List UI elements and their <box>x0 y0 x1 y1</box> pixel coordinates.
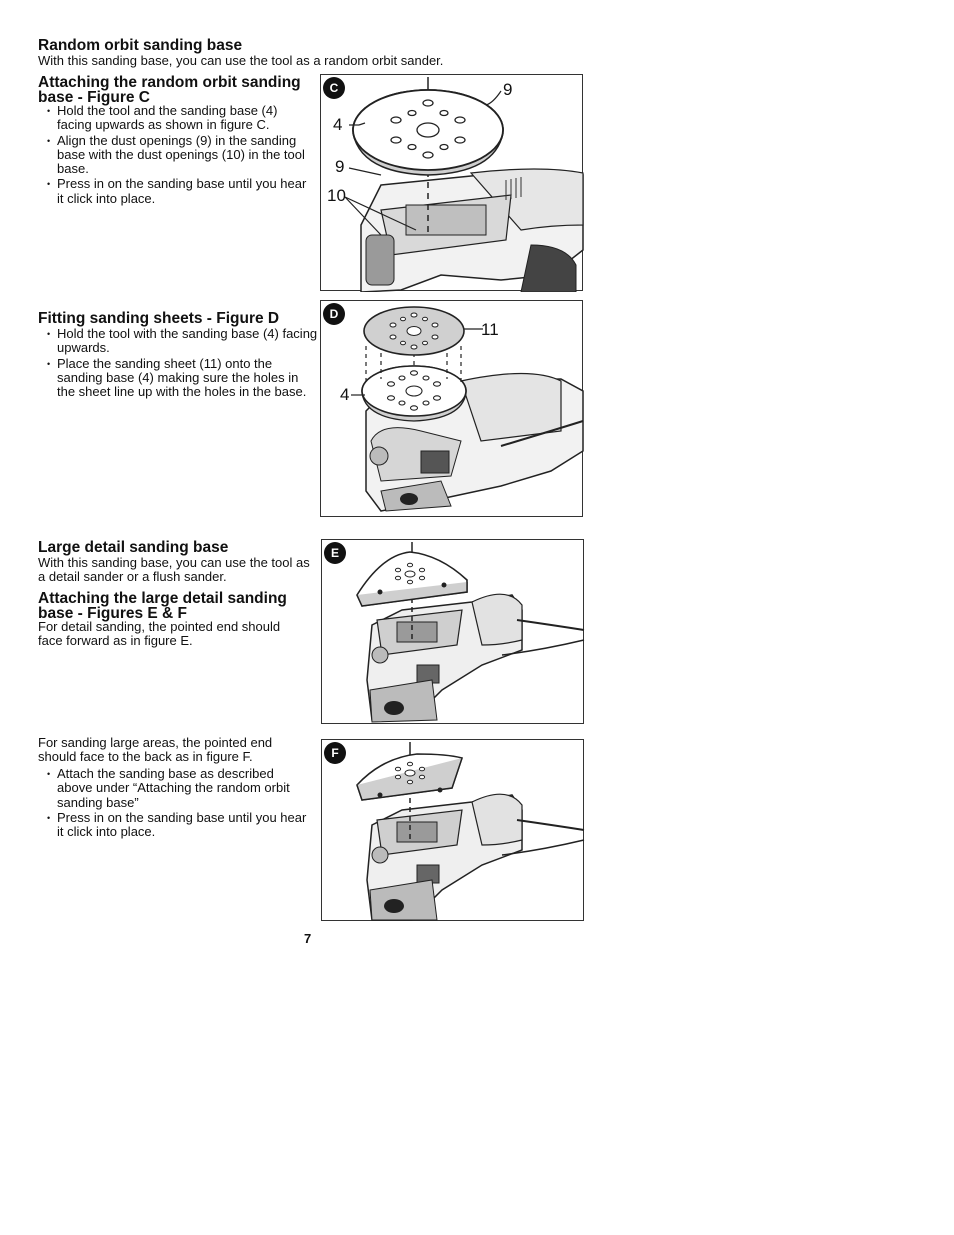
list-item: • Press in on the sanding base until you hear it click into place. <box>38 177 313 206</box>
list-item: • Place the sanding sheet (11) onto the sanding base (4) making sure the holes in the sheet line up with the holes in the base. <box>38 357 320 400</box>
heading-attaching-random-orbit: Attaching the random orbit sanding base - Figure C <box>38 74 301 106</box>
list-item: • Hold the tool and the sanding base (4) facing upwards as shown in figure C. <box>38 104 313 133</box>
callout-9-top: 9 <box>503 80 513 99</box>
heading-large-detail-sanding-base: Large detail sanding base <box>38 539 229 556</box>
list-item: • Attach the sanding base as described above under “Attaching the random orbit sanding base” <box>38 767 310 810</box>
list-item: • Hold the tool with the sanding base (4) facing upwards. <box>38 327 320 356</box>
intro-large-detail: With this sanding base, you can use the tool as a detail sander or a flush sander. <box>38 555 310 585</box>
figure-c-illustration <box>321 75 584 292</box>
callout-11: 11 <box>481 320 499 339</box>
bullet-list-fitting <box>38 327 320 399</box>
list-item: • Press in on the sanding base until you hear it click into place. <box>38 811 310 840</box>
figure-e-illustration <box>322 540 585 725</box>
figure-d <box>320 300 583 517</box>
figure-c-badge: C <box>323 77 345 99</box>
intro-detail-sanding: For detail sanding, the pointed end should face forward as in figure E. <box>38 619 281 649</box>
bullet-list-attaching <box>38 104 313 206</box>
figure-f-badge: F <box>324 742 346 764</box>
callout-9-lower: 9 <box>335 157 345 176</box>
heading-attaching-large-detail: Attaching the large detail sanding base - Figures E & F <box>38 590 287 622</box>
figure-d-badge: D <box>323 303 345 325</box>
callout-4: 4 <box>333 115 343 134</box>
callout-10: 10 <box>327 186 346 205</box>
figure-e-badge: E <box>324 542 346 564</box>
figure-f-illustration <box>322 740 585 922</box>
figure-c <box>320 74 583 291</box>
figure-f <box>321 739 584 921</box>
page-number: 7 <box>304 931 312 946</box>
intro-random-orbit: With this sanding base, you can use the tool as a random orbit sander. <box>38 53 444 68</box>
list-item: • Align the dust openings (9) in the sanding base with the dust openings (10) in the tool base. <box>38 134 313 177</box>
figure-d-illustration <box>321 301 584 518</box>
callout-4-d: 4 <box>340 385 350 404</box>
figure-e <box>321 539 584 724</box>
heading-fitting-sanding-sheets: Fitting sanding sheets - Figure D <box>38 310 280 327</box>
bullet-list-large-areas <box>38 767 310 839</box>
heading-random-orbit-sanding-base: Random orbit sanding base <box>38 37 243 54</box>
intro-large-areas: For sanding large areas, the pointed end should face to the back as in figure F. <box>38 735 273 765</box>
